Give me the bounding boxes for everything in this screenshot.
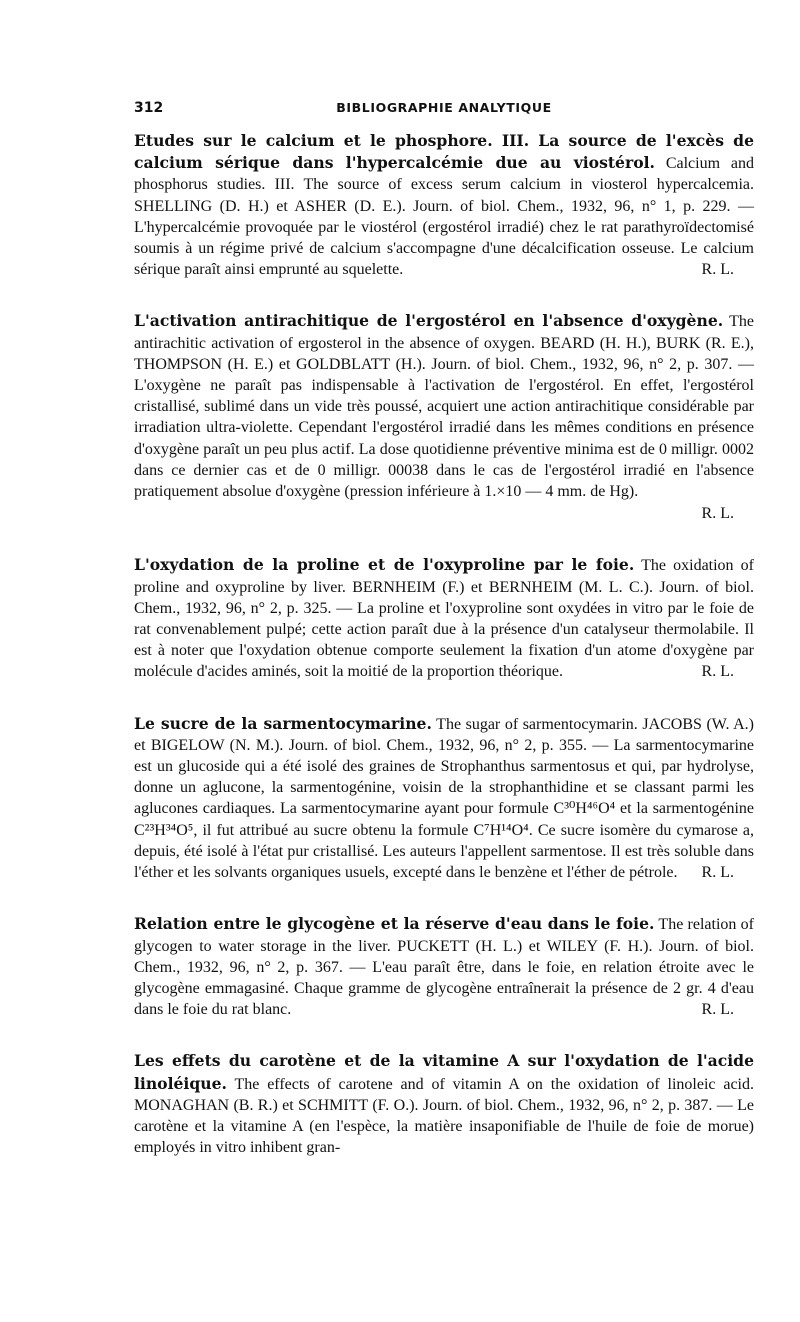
page-number: 312 bbox=[134, 100, 164, 116]
entry-body: The sugar of sarmentocymarin. JACOBS (W. A.) et BIGELOW (N. M.). Journ. of biol. Chem., 1932, 96, n° 2, p. 355. — La sarmentocymarine est un glucoside qui a été isolé des graines de Strophanthus sarmentosus et qui, par hydrolyse, donne un aglucone, la sarmentogénine, voisin de la strophanthidine et se classant parmi les aglucones cardiaques. La sarmentocymarine ayant pour formule C³⁰H⁴⁶O⁴ et la sarmentogénine C²³H³⁴O⁵, il fut attribué au sucre obtenu la formule C⁷H¹⁴O⁴. Ce sucre isomère du cymarose a, depuis, été isolé à l'état pur cristallisé. Les auteurs l'appellent sarmentose. Il est très soluble dans l'éther et les solvants organiques usuels, excepté dans le benzène et l'éther de pétrole. bbox=[134, 715, 754, 882]
entry-body: The antirachitic activation of ergosterol in the absence of oxygen. BEARD (H. H.), BURK (R. E.), THOMPSON (H. E.) et GOLDBLATT (H.). Journ. of biol. Chem., 1932, 96, n° 2, p. 307. — L'oxygène ne paraît pas indispensable à l'activation de l'ergostérol. En effet, l'ergostérol cristallisé, sublimé dans un vide très poussé, acquiert une action antirachitique considérable par irradiation ultra-violette. Cependant l'ergostérol irradié dans les mêmes conditions en présence d'oxygène paraît un peu plus actif. La dose quotidienne préventive minima est de 0 milligr. 0002 dans ce dernier cas et de 0 milligr. 00038 dans le cas de l'ergostérol irradié en l'absence pratiquement absolue d'oxygène (pression inférieure à 1.×10 — 4 mm. de Hg). bbox=[134, 313, 754, 501]
entry-title: Etudes sur le calcium et le phosphore. III. La source de l'excès de calcium sérique dans l'hypercalcémie due au viostérol. bbox=[134, 131, 754, 173]
entry-title: L'activation antirachitique de l'ergostérol en l'absence d'oxygène. bbox=[134, 311, 724, 331]
entry bbox=[134, 310, 754, 524]
entry bbox=[134, 130, 754, 280]
entry-body: The relation of glycogen to water storage in the liver. PUCKETT (H. L.) et WILEY (F. H.). Journ. of biol. Chem., 1932, 96, n° 2, p. 367. — L'eau paraît être, dans le foie, en relation étroite avec le glycogène emmagasiné. Chaque gramme de glycogène entraînerait la présence de 2 gr. 4 d'eau dans le foie du rat blanc. bbox=[134, 916, 754, 1019]
entry-signature: R. L. bbox=[701, 261, 734, 279]
entry bbox=[134, 713, 754, 884]
entry-body: The oxidation of proline and oxyproline by liver. BERNHEIM (F.) et BERNHEIM (M. L. C.). Journ. of biol. Chem., 1932, 96, n° 2, p. 325. — La proline et l'oxyproline sont oxydées in vitro par le foie de rat convenablement pulpé; cette action paraît due à la présence d'un catalyseur thermolabile. Il est à noter que l'oxydation obtenue comporte seulement la fixation d'un atome d'oxygène par molécule d'acides aminés, soit la moitié de la proportion théorique. bbox=[134, 557, 755, 681]
entry-signature: R. L. bbox=[701, 663, 734, 681]
running-header bbox=[134, 100, 754, 120]
entry-title: Relation entre le glycogène et la réserve d'eau dans le foie. bbox=[134, 914, 655, 934]
entry bbox=[134, 1050, 754, 1158]
entry-signature: R. L. bbox=[701, 1001, 734, 1019]
entry bbox=[134, 913, 754, 1020]
running-title: BIBLIOGRAPHIE ANALYTIQUE bbox=[336, 100, 552, 115]
entry-body: The effects of carotene and of vitamin A on the oxidation of linoleic acid. MONAGHAN (B. R.) et SCHMITT (F. O.). Journ. of biol. Chem., 1932, 96, n° 2, p. 387. — Le carotène et la vitamine A (en l'espèce, la matière insaponifiable de l'huile de foie de morue) employés in vitro inhibent gran- bbox=[134, 1075, 754, 1157]
entry-signature: R. L. bbox=[701, 864, 734, 882]
entry-title: L'oxydation de la proline et de l'oxyproline par le foie. bbox=[134, 555, 635, 575]
entry-body: Calcium and phosphorus studies. III. The source of excess serum calcium in viosterol hypercalcemia. SHELLING (D. H.) et ASHER (D. E.). Journ. of biol. Chem., 1932, 96, n° 1, p. 229. — L'hypercalcémie provoquée par le viostérol (ergostérol irradié) chez le rat parathyroïdectomisé soumis à un régime privé de calcium s'accompagne d'une décalcification osseuse. Le calcium sérique paraît ainsi emprunté au squelette. bbox=[134, 155, 755, 279]
entry-signature: R. L. bbox=[701, 505, 734, 523]
entry-title: Les effets du carotène et de la vitamine A sur l'oxydation de l'acide linoléique. bbox=[134, 1051, 754, 1093]
entry bbox=[134, 554, 754, 682]
entry-title: Le sucre de la sarmentocymarine. bbox=[134, 713, 432, 733]
page-content bbox=[134, 100, 754, 1158]
